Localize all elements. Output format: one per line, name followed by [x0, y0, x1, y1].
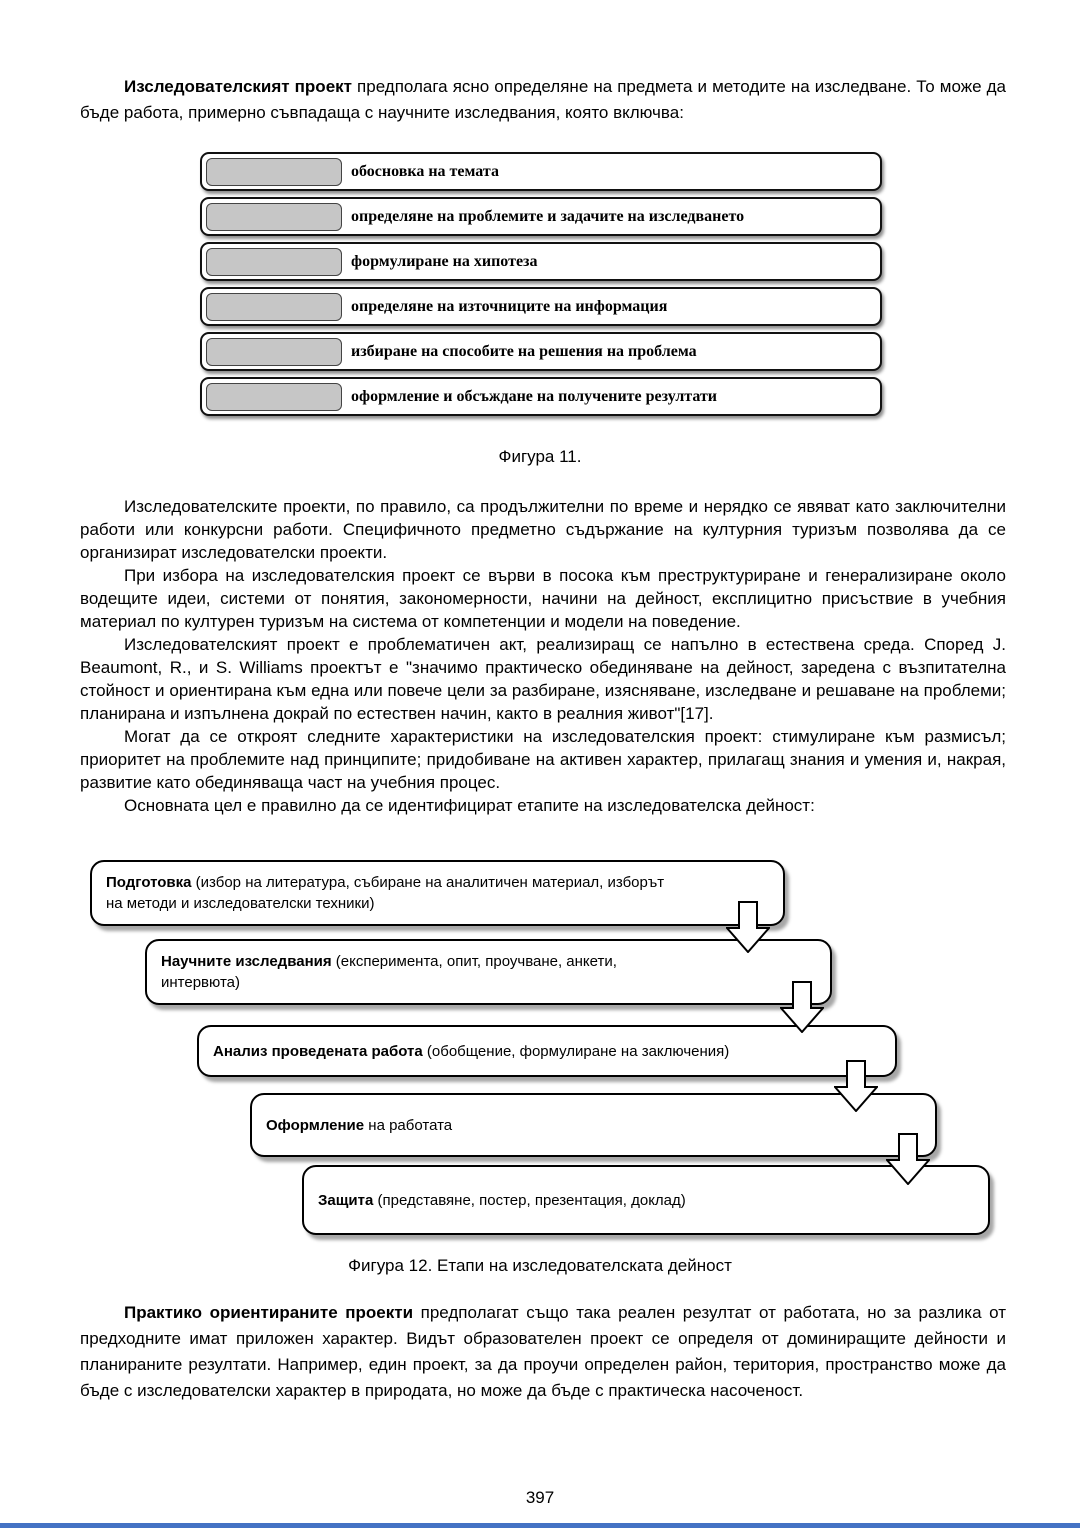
down-arrow-icon — [886, 1133, 930, 1185]
figure11-step-marker — [206, 203, 342, 231]
figure11-caption: Фигура 11. — [498, 447, 582, 466]
figure11-step-row — [200, 242, 882, 281]
body-paragraph: Основната цел е правилно да се идентифицират етапите на изследователска дейност: — [124, 796, 815, 815]
figure11-step-label: обосновка на темата — [351, 162, 499, 180]
figure11-step-marker — [206, 248, 342, 276]
figure11-step-row — [200, 152, 882, 191]
closing-paragraph — [80, 1300, 1006, 1404]
figure12-step-label — [266, 1115, 452, 1136]
figure12-step-box — [90, 860, 785, 926]
figure-12 — [0, 855, 1080, 1247]
figure11-step-marker — [206, 338, 342, 366]
figure11-step-marker — [206, 158, 342, 186]
figure11-step-marker — [206, 383, 342, 411]
figure11-step-label: определяне на източниците на информация — [351, 297, 668, 315]
figure12-step-title: Подготовка — [106, 874, 192, 891]
figure11-step-label: формулиране на хипотеза — [351, 252, 538, 270]
intro-paragraph-text: предполага ясно определяне на предмета и методите на изследване. То може да бъде работа, примерно съвпадаща с научните изследвания, която включва: — [80, 77, 1006, 122]
figure12-step-detail: (избор на литература, събиране на аналитичен материал, изборът на методи и изследователски техники) — [106, 874, 665, 912]
intro-paragraph — [80, 74, 1006, 126]
figure12-step-title: Научните изследвания — [161, 953, 332, 970]
figure12-step-label — [318, 1190, 686, 1211]
figure12-step-label — [106, 872, 672, 914]
figure11-step-row — [200, 377, 882, 416]
figure11-step-marker — [206, 293, 342, 321]
figure11-step-row — [200, 197, 882, 236]
figure12-step-detail: (представяне, постер, презентация, доклад) — [373, 1191, 686, 1209]
page-number: 397 — [525, 1488, 555, 1507]
body-paragraph: Изследователските проекти, по правило, са продължителни по време и нерядко се явяват като заключителни работи или конкурсни работи. Специфичното предметно съдържание на културния туризъм позволява да се организират изследователски проекти. — [80, 497, 1006, 562]
figure11-step-row — [200, 332, 882, 371]
down-arrow-icon — [834, 1060, 878, 1112]
figure12-step-detail: на работата — [364, 1116, 453, 1134]
closing-paragraph-lead: Практико ориентираните проекти — [124, 1303, 414, 1322]
down-arrow-icon — [726, 901, 770, 953]
figure11-step-row — [200, 287, 882, 326]
figure12-step-title: Оформление — [266, 1116, 365, 1134]
body-paragraph: При избора на изследователския проект се върви в посока към преструктуриране и генерализиране около водещите идеи, системи от понятия, закономерности, начини на дейност, експлицитно присъствие в учебния материал по културен туризъм на система от компетенции и модели на поведение. — [80, 566, 1006, 631]
bottom-bar — [0, 1523, 1080, 1528]
figure11-step-label: оформление и обсъждане на получените резултати — [351, 387, 718, 405]
figure12-step-detail: (експеримента, опит, проучване, анкети, интервюта) — [161, 953, 617, 991]
figure12-caption: Фигура 12. Етапи на изследователската дейност — [348, 1256, 732, 1275]
body-paragraph: Могат да се откроят следните характеристики на изследователския проект: стимулиране към размисъл; приоритет на проблемите над принципите; придобиване на активен характер, прилагащ знания и умения и, накрая, развитие като обединяваща част на учебния процес. — [80, 727, 1006, 792]
figure12-step-detail: (обобщение, формулиране на заключения) — [422, 1042, 730, 1060]
closing-paragraph-text: предполагат също така реален резултат от работата, но за разлика от предходните имат приложен характер. Видът образователен проект се определя от доминиращите дейности и планираните резултати. Например, един проект, за да проучи определен район, територия, пространство може да бъде с изследователски характер в природата, но може да бъде с практическа насоченост. — [80, 1303, 1006, 1400]
body-text-block — [80, 495, 1006, 817]
figure12-step-label — [161, 951, 673, 993]
down-arrow-icon — [780, 981, 824, 1033]
figure12-step-title: Защита — [318, 1191, 374, 1209]
figure12-step-title: Анализ проведената работа — [213, 1042, 423, 1060]
body-paragraph: Изследователският проект е проблематичен акт, реализиращ се напълно в естествена среда. Според J. Beaumont, R., и S. Williams проектът е "значимо практическо обединяване на дейност, заредена с възпитателна стойност и ориентирана към една или повече цели за разбиране, изясняване, изследване и решаване на проблеми; планирана и изпълнена докрай по естествен начин, както в реалния живот"[17]. — [80, 635, 1006, 723]
intro-paragraph-lead: Изследователският проект — [124, 77, 352, 96]
figure11-step-label: определяне на проблемите и задачите на изследването — [351, 207, 745, 225]
figure-11 — [200, 152, 882, 422]
figure11-step-label: избиране на способите на решения на проблема — [351, 342, 697, 360]
figure12-step-label — [213, 1041, 729, 1062]
